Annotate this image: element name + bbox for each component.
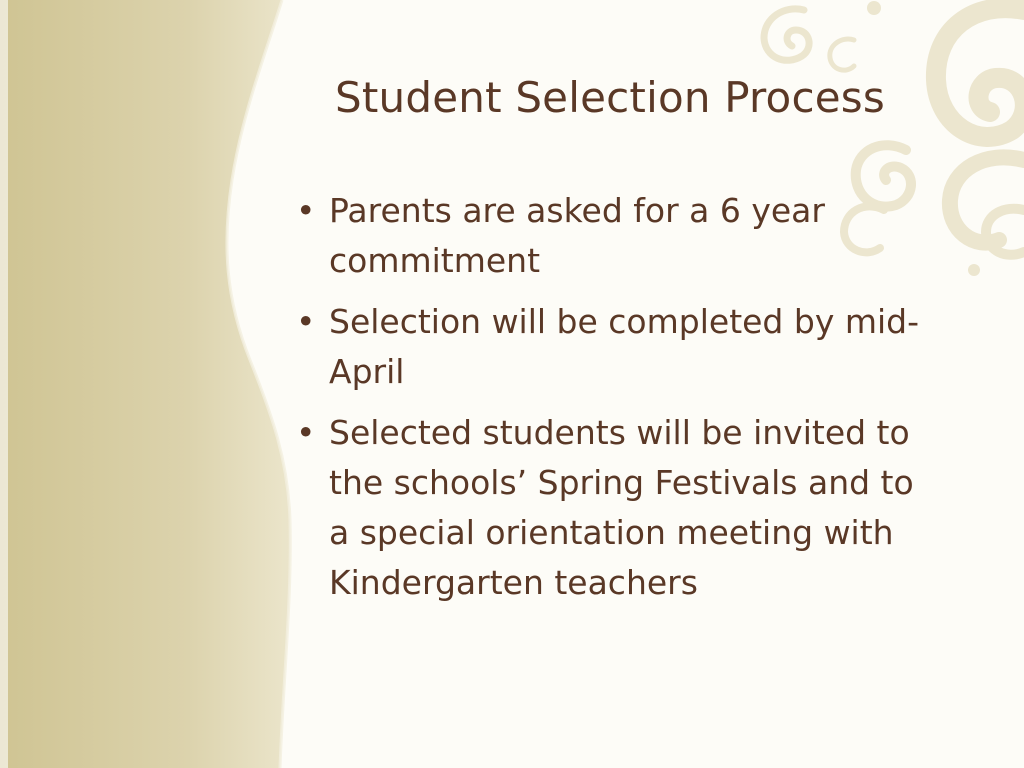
slide-title: Student Selection Process — [335, 73, 885, 122]
bullet-icon: • — [296, 302, 316, 341]
bullet-list — [296, 186, 936, 619]
bullet-icon: • — [296, 413, 316, 452]
bullet-text: Parents are asked for a 6 year commitment — [329, 191, 825, 280]
bullet-item — [296, 297, 936, 397]
bullet-text: Selection will be completed by mid-April — [329, 302, 920, 391]
decorative-side-panel — [0, 0, 320, 768]
bullet-icon: • — [296, 191, 316, 230]
bullet-text: Selected students will be invited to the schools’ Spring Festivals and to a special orientation meeting with Kindergarten teachers — [329, 413, 914, 602]
bullet-item — [296, 408, 936, 608]
bullet-item — [296, 186, 936, 286]
